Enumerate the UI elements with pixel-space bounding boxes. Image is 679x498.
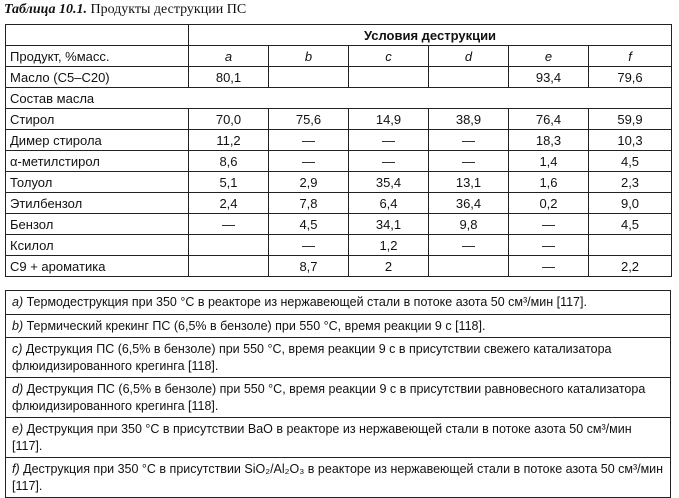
note-text: Деструкция ПС (6,5% в бензоле) при 550 °С, время реакции 9 с в присутствии свежего катализатора флюидизированного крегинга [118]. [12, 342, 612, 373]
row-value: — [269, 235, 349, 256]
column-letter: c [349, 46, 429, 67]
row-value: 8,6 [189, 151, 269, 172]
row-value: 76,4 [509, 109, 589, 130]
note-letter: c) [12, 342, 23, 356]
conditions-notes [5, 290, 671, 498]
row-value: 8,7 [269, 256, 349, 277]
row-value: — [269, 151, 349, 172]
row-value: — [269, 130, 349, 151]
row-value: 34,1 [349, 214, 429, 235]
row-name: Ксилол [6, 235, 189, 256]
row-value: — [509, 214, 589, 235]
table-row [6, 172, 672, 193]
row-value: — [509, 256, 589, 277]
row-name: Толуол [6, 172, 189, 193]
row-value: — [509, 235, 589, 256]
row-value: 80,1 [189, 67, 269, 88]
row-value: 18,3 [509, 130, 589, 151]
row-value: — [189, 214, 269, 235]
caption-title: Продукты деструкции ПС [90, 2, 247, 17]
row-value: 4,5 [269, 214, 349, 235]
note-text: Деструкция при 350 °С в присутствии BaO в реакторе из нержавеющей стали в потоке азота 50 см³/мин [117]. [12, 422, 632, 453]
note-text: Термодеструкция при 350 °С в реакторе из нержавеющей стали в потоке азота 50 см³/мин [117]. [26, 295, 587, 309]
row-value [589, 235, 672, 256]
row-value [269, 67, 349, 88]
row-value [349, 67, 429, 88]
note-item [6, 377, 670, 417]
row-value: 5,1 [189, 172, 269, 193]
table-row [6, 256, 672, 277]
row-value: 0,2 [509, 193, 589, 214]
row-value: 2,4 [189, 193, 269, 214]
row-value: 70,0 [189, 109, 269, 130]
table-row [6, 151, 672, 172]
row-value: 38,9 [429, 109, 509, 130]
table-row [6, 130, 672, 151]
row-value [189, 256, 269, 277]
row-value: 2,3 [589, 172, 672, 193]
row-value: 2,2 [589, 256, 672, 277]
note-letter: e) [12, 422, 24, 436]
note-text: Термический крекинг ПС (6,5% в бензоле) при 550 °С, время реакции 9 с [118]. [26, 318, 486, 333]
row-name: Масло (C5–C20) [6, 67, 189, 88]
row-value: 14,9 [349, 109, 429, 130]
row-value: 13,1 [429, 172, 509, 193]
row-name: Стирол [6, 109, 189, 130]
row-value: 11,2 [189, 130, 269, 151]
row-value: 1,2 [349, 235, 429, 256]
conditions-header: Условия деструкции [189, 25, 672, 46]
row-value: 59,9 [589, 109, 672, 130]
header-row-conditions [6, 25, 672, 46]
note-letter: d) [12, 382, 24, 396]
row-value: 79,6 [589, 67, 672, 88]
table-caption [4, 2, 246, 18]
table-row [6, 235, 672, 256]
column-letter: f [589, 46, 672, 67]
row-name: α-метилстирол [6, 151, 189, 172]
caption-number: Таблица 10.1. [4, 2, 87, 17]
table-row [6, 88, 672, 109]
row-value: 7,8 [269, 193, 349, 214]
table-row [6, 214, 672, 235]
row-name: Бензол [6, 214, 189, 235]
row-value: — [349, 130, 429, 151]
row-value [429, 256, 509, 277]
note-letter: f) [12, 462, 20, 476]
product-label: Продукт, %масс. [6, 46, 189, 67]
row-value: 36,4 [429, 193, 509, 214]
note-text: Деструкция ПС (6,5% в бензоле) при 550 °С, время реакции 9 с в присутствии равновесного катализатора флюидизированного крегинга [118]. [12, 382, 646, 413]
row-value: 2 [349, 256, 429, 277]
row-value: 9,0 [589, 193, 672, 214]
row-value: 4,5 [589, 214, 672, 235]
row-value: — [349, 151, 429, 172]
note-item [6, 290, 670, 314]
column-letter: b [269, 46, 349, 67]
row-value: 75,6 [269, 109, 349, 130]
note-letter: b) [12, 318, 24, 333]
row-name: Этилбензол [6, 193, 189, 214]
note-item [6, 337, 670, 377]
row-value: 1,6 [509, 172, 589, 193]
table-row [6, 67, 672, 88]
row-value: 35,4 [349, 172, 429, 193]
row-value: 6,4 [349, 193, 429, 214]
row-value: 2,9 [269, 172, 349, 193]
column-letter: d [429, 46, 509, 67]
note-item [6, 417, 670, 457]
table-row [6, 193, 672, 214]
row-name: C9 + ароматика [6, 256, 189, 277]
column-letter: a [189, 46, 269, 67]
note-letter: a) [12, 295, 24, 309]
row-name: Димер стирола [6, 130, 189, 151]
row-value: — [429, 130, 509, 151]
row-value: 4,5 [589, 151, 672, 172]
header-row-letters [6, 46, 672, 67]
table-row [6, 109, 672, 130]
row-value: 93,4 [509, 67, 589, 88]
degradation-products-table [5, 24, 672, 277]
row-value: — [429, 235, 509, 256]
row-name: Состав масла [6, 88, 672, 109]
row-value: 9,8 [429, 214, 509, 235]
row-value [429, 67, 509, 88]
row-value: — [429, 151, 509, 172]
note-item [6, 314, 670, 338]
row-value [189, 235, 269, 256]
row-value: 1,4 [509, 151, 589, 172]
header-empty-cell [6, 25, 189, 46]
note-item [6, 457, 670, 497]
column-letter: e [509, 46, 589, 67]
note-text: Деструкция при 350 °С в присутствии SiO₂/Al₂O₃ в реакторе из нержавеющей стали в потоке азота 50 см³/мин [117]. [12, 462, 664, 493]
row-value: 10,3 [589, 130, 672, 151]
